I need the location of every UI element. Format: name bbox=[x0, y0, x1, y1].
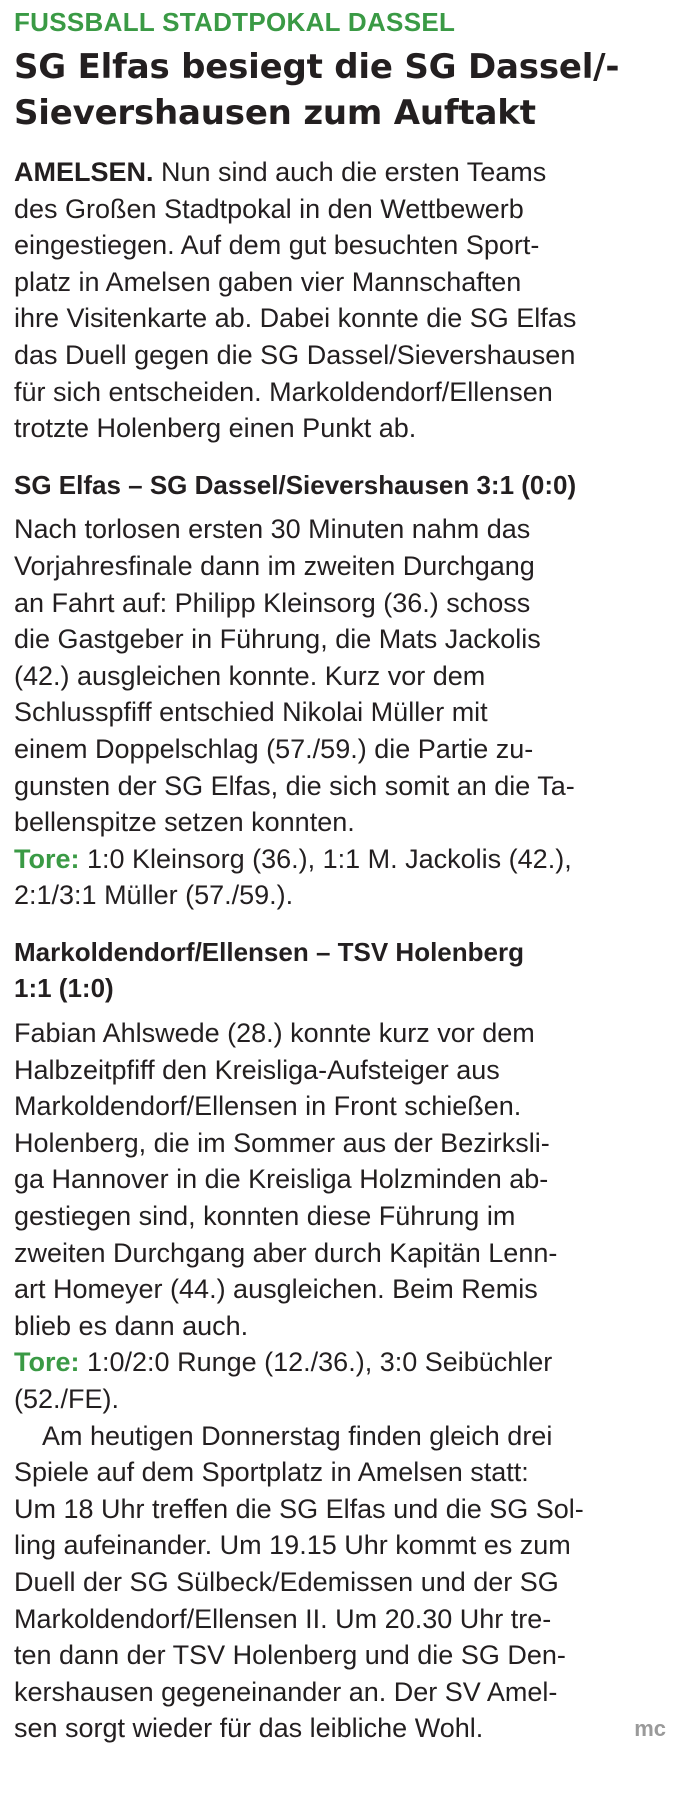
text-line: trotzte Holenberg einen Punkt ab. bbox=[14, 413, 417, 444]
match1-goals-line bbox=[14, 841, 668, 878]
match1-goals-line-2: 2:1/3:1 Müller (57./59.). bbox=[14, 880, 294, 911]
author-initials: mc bbox=[634, 1715, 666, 1741]
text-line: ga Hannover in die Kreisliga Holzminden ab- bbox=[14, 1164, 549, 1195]
text-line: Fabian Ahlswede (28.) konnte kurz vor dem bbox=[14, 1018, 535, 1049]
text-line: blieb es dann auch. bbox=[14, 1310, 249, 1341]
text-line: Vorjahresfinale dann im zweiten Durchgang bbox=[14, 550, 535, 581]
lead-first-line bbox=[14, 154, 668, 191]
match2-title bbox=[14, 934, 668, 1007]
text-line: Duell der SG Sülbeck/Edemissen und der SG bbox=[14, 1566, 559, 1597]
text-line: die Gastgeber in Führung, die Mats Jackolis bbox=[14, 624, 541, 655]
match2-title-line: Markoldendorf/Ellensen – TSV Holenberg bbox=[14, 936, 524, 967]
text-line: eingestiegen. Auf dem gut besuchten Sport- bbox=[14, 230, 540, 261]
closing-last-line bbox=[14, 1710, 668, 1747]
dateline: AMELSEN. bbox=[14, 157, 154, 187]
text-line: zweiten Durchgang aber durch Kapitän Lenn- bbox=[14, 1237, 558, 1268]
text-line: an Fahrt auf: Philipp Kleinsorg (36.) schoss bbox=[14, 587, 531, 618]
headline-line: SG Elfas besiegt die SG Dassel/- bbox=[14, 47, 620, 87]
text-line: einem Doppelschlag (57./59.) die Partie zu- bbox=[14, 733, 534, 764]
text-line: Holenberg, die im Sommer aus der Bezirksli- bbox=[14, 1127, 550, 1158]
text-line: gestiegen sind, konnten diese Führung im bbox=[14, 1201, 516, 1232]
text-line: Spiele auf dem Sportplatz in Amelsen statt: bbox=[14, 1457, 529, 1488]
match1-title-line: SG Elfas – SG Dassel/Sievershausen 3:1 (0:0) bbox=[14, 469, 577, 500]
text-line: ihre Visitenkarte ab. Dabei konnte die SG Elfas bbox=[14, 303, 577, 334]
text-line: art Homeyer (44.) ausgleichen. Beim Remis bbox=[14, 1274, 538, 1305]
headline-line: Sievershausen zum Auftakt bbox=[14, 93, 536, 133]
text-line: platz in Amelsen gaben vier Mannschaften bbox=[14, 266, 522, 297]
closing-first-line bbox=[14, 1418, 668, 1455]
text-line: des Großen Stadtpokal in den Wettbewerb bbox=[14, 193, 524, 224]
match1-report bbox=[14, 511, 668, 914]
text-line: Halbzeitpfiff den Kreisliga-Aufsteiger aus bbox=[14, 1054, 500, 1085]
text-line: Schlusspfiff entschied Nikolai Müller mit bbox=[14, 697, 488, 728]
text-line: ling aufeinander. Um 19.15 Uhr kommt es zum bbox=[14, 1530, 571, 1561]
match1-title bbox=[14, 467, 668, 504]
closing-first-line-text: Am heutigen Donnerstag finden gleich drei bbox=[42, 1420, 553, 1451]
match2-goals-line-2: (52./FE). bbox=[14, 1384, 120, 1414]
text-line: Nach torlosen ersten 30 Minuten nahm das bbox=[14, 514, 531, 545]
text-line: ten dann der TSV Holenberg und die SG Den- bbox=[14, 1640, 566, 1671]
text-line: Markoldendorf/Ellensen in Front schießen. bbox=[14, 1091, 522, 1122]
text-line: Markoldendorf/Ellensen II. Um 20.30 Uhr tre- bbox=[14, 1603, 552, 1634]
text-line: für sich entscheiden. Markoldendorf/Ellensen bbox=[14, 376, 553, 407]
goals-text: 1:0 Kleinsorg (36.), 1:1 M. Jackolis (42.), bbox=[79, 843, 572, 874]
text-line: Um 18 Uhr treffen die SG Elfas und die SG Sol- bbox=[14, 1493, 584, 1524]
match2-report bbox=[14, 1015, 668, 1747]
text-line: das Duell gegen die SG Dassel/Sievershausen bbox=[14, 339, 576, 370]
text-line: (42.) ausgleichen konnte. Kurz vor dem bbox=[14, 660, 486, 691]
goals-label: Tore: bbox=[14, 1347, 80, 1378]
match2-goals-line bbox=[14, 1344, 668, 1381]
headline bbox=[14, 44, 668, 136]
article bbox=[14, 4, 668, 1747]
text-line: bellenspitze setzen konnten. bbox=[14, 807, 355, 838]
lead-first-line-rest: Nun sind auch die ersten Teams bbox=[153, 157, 547, 187]
kicker: FUSSBALL STADTPOKAL DASSEL bbox=[14, 7, 456, 37]
goals-label: Tore: bbox=[14, 843, 80, 874]
goals-text: 1:0/2:0 Runge (12./36.), 3:0 Seibüchler bbox=[79, 1347, 553, 1378]
closing-last-line-text: sen sorgt wieder für das leibliche Wohl. bbox=[14, 1713, 484, 1744]
lead-paragraph bbox=[14, 154, 668, 447]
text-line: gunsten der SG Elfas, die sich somit an die Ta- bbox=[14, 770, 575, 801]
text-line: kershausen gegeneinander an. Der SV Amel- bbox=[14, 1676, 558, 1707]
match2-title-line: 1:1 (1:0) bbox=[14, 973, 114, 1004]
